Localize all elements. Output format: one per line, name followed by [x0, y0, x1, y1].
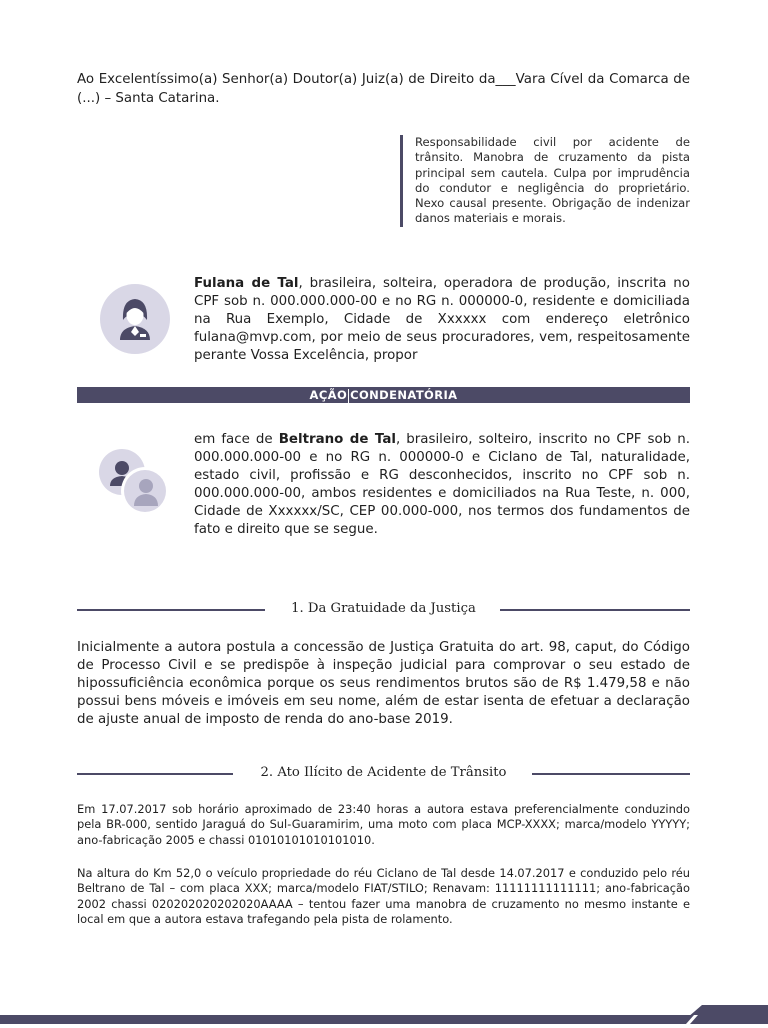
addressee-line: Ao Excelentíssimo(a) Senhor(a) Doutor(a) Juiz(a) de Direito da___Vara Cível da Comarca de (...) – Santa Catarina.: [77, 72, 690, 106]
defendant-prefix: em face de: [194, 432, 279, 447]
action-banner: [77, 387, 690, 403]
case-summary-text: Responsabilidade civil por acidente de trânsito. Manobra de cruzamento da pista principal sem cautela. Culpa por imprudência do condutor e negligência do proprietário. Nexo causal presente. Obrigação de indenizar danos materiais e morais.: [415, 135, 690, 226]
woman-avatar-icon: [100, 284, 170, 354]
footer-bar: [0, 1015, 768, 1024]
section-heading-1: [77, 599, 690, 621]
section-title-2: 2. Ato Ilícito de Acidente de Trânsito: [260, 765, 507, 780]
plaintiff-name: Fulana de Tal: [194, 276, 299, 291]
section-title-1: 1. Da Gratuidade da Justiça: [291, 601, 476, 616]
section-heading-2: [77, 763, 690, 785]
two-people-avatar-icon: [98, 448, 170, 516]
section-2-paragraph-1: Em 17.07.2017 sob horário aproximado de 23:40 horas a autora estava preferencialmente conduzindo pela BR-000, sentido Jaraguá do Sul-Guaramirim, uma moto com placa MCP-XXXX; marca/modelo YYYYY; ano-fabricação 2005 e chassi 01010101010101010.: [77, 802, 690, 847]
defendant-name: Beltrano de Tal: [278, 432, 396, 447]
case-summary: [400, 135, 690, 227]
banner-word-right: CONDENATÓRIA: [350, 388, 458, 402]
banner-divider: [348, 389, 349, 403]
defendant-qualification: [194, 431, 690, 538]
plaintiff-details: , brasileira, solteira, operadora de produção, inscrita no CPF sob n. 000.000.000-00 e no RG n. 000000-0, residente e domiciliada na Rua Exemplo, Cidade de Xxxxxx com endereço eletrônico fulana@mvp.com, por meio de seus procuradores, vem, respeitosamente perante Vossa Excelência, propor: [194, 276, 690, 363]
plaintiff-qualification: [194, 275, 690, 365]
defendant-details: , brasileiro, solteiro, inscrito no CPF sob n. 000.000.000-00 e no RG n. 000000-0 e Ciclano de Tal, naturalidade, estado civil, profissão e RG desconhecidos, inscrito no CPF sob n. 000.000.000-00, ambos residentes e domiciliados na Rua Teste, n. 000, Cidade de Xxxxxx/SC, CEP 00.000-000, nos termos dos fundamentos de fato e direito que se segue.: [194, 432, 690, 537]
banner-word-left: AÇÃO: [309, 388, 348, 402]
footer-accent: [680, 1005, 768, 1024]
section-1-paragraph: Inicialmente a autora postula a concessão de Justiça Gratuita do art. 98, caput, do Código de Processo Civil e se predispõe à inspeção judicial para comprovar o seu estado de hipossuficiência econômica porque os seus rendimentos brutos são de R$ 1.479,58 e não possui bens móveis e imóveis em seu nome, além de estar isenta de efetuar a declaração de ajuste anual de imposto de renda do ano-base 2019.: [77, 640, 690, 727]
section-2-paragraph-2: Na altura do Km 52,0 o veículo propriedade do réu Ciclano de Tal desde 14.07.2017 e conduzido pelo réu Beltrano de Tal – com placa XXX; marca/modelo FIAT/STILO; Renavam: 11111111111111; ano-fabricação 2002 chassi 020202020202020AAAA – tentou fazer uma manobra de cruzamento no mesmo instante e local em que a autora estava trafegando pela pista de rolamento.: [77, 866, 690, 926]
